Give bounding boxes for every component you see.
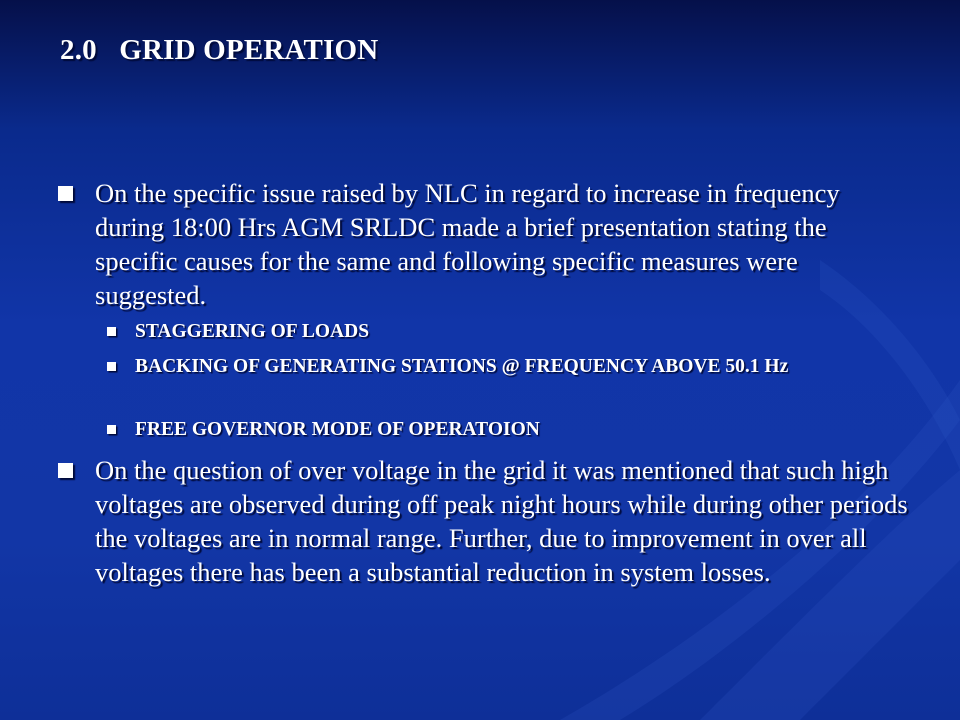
square-bullet-icon: [107, 425, 116, 434]
square-bullet-icon: [58, 186, 73, 201]
square-bullet-icon: [107, 327, 116, 336]
bullet-text: On the specific issue raised by NLC in regard to increase in frequency during 18:00 Hrs AGM SRLDC made a brief presentation stating the specific causes for the same and following specific measures were suggested.: [95, 178, 840, 310]
square-bullet-icon: [58, 463, 73, 478]
sub-bullet-text: BACKING OF GENERATING STATIONS @ FREQUENCY ABOVE 50.1 Hz: [135, 356, 789, 377]
square-bullet-icon: [107, 362, 116, 371]
slide-title: 2.0 GRID OPERATION: [60, 34, 379, 66]
sub-bullet-text: FREE GOVERNOR MODE OF OPERATOION: [135, 419, 540, 440]
bullet-text: On the question of over voltage in the grid it was mentioned that such high voltages are observed during off peak night hours while during other periods the voltages are in normal range. Further, due to improvement in over all voltages there has been a substantial reduction in system losses.: [95, 455, 908, 587]
sub-bullet-text: STAGGERING OF LOADS: [135, 321, 370, 342]
